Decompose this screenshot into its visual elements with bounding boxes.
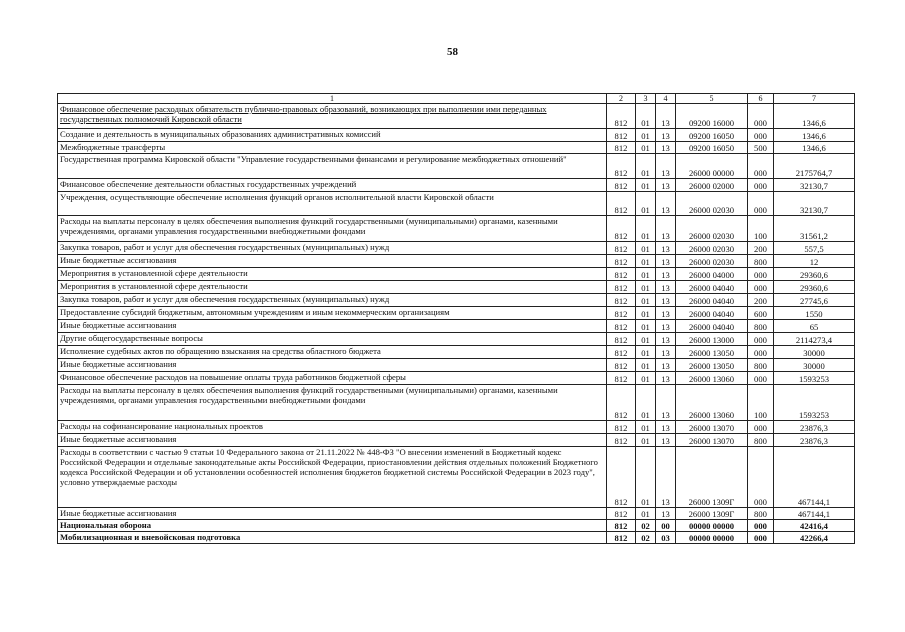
row-name: Государственная программа Кировской области "Управление государственными финансами и регулирование межбюджетных отношений" [58,154,607,179]
row-section: 01 [636,421,656,434]
header-col-1: 1 [58,94,607,104]
row-subsection: 13 [656,242,676,255]
row-name: Расходы на выплаты персоналу в целях обеспечения выполнения функций государственными (муниципальными) органами, казенными учреждениями, органами управления государственными внебюджетными фондами [58,385,607,421]
row-admin-code: 812 [607,216,636,242]
row-admin-code: 812 [607,359,636,372]
row-subsection: 13 [656,216,676,242]
row-target-article: 00000 00000 [676,532,748,544]
table-row [58,520,855,532]
row-admin-code: 812 [607,320,636,333]
row-section: 02 [636,520,656,532]
row-name: Иные бюджетные ассигнования [58,255,607,268]
row-expense-type: 000 [748,281,774,294]
row-admin-code: 812 [607,179,636,192]
table-row [58,294,855,307]
row-target-article: 26000 04040 [676,307,748,320]
row-amount: 1593253 [774,385,855,421]
row-subsection: 00 [656,520,676,532]
row-expense-type: 000 [748,192,774,216]
row-section: 01 [636,333,656,346]
row-name: Финансовое обеспечение расходов на повышение оплаты труда работников бюджетной сферы [58,372,607,385]
row-target-article: 09200 16050 [676,142,748,154]
table-row [58,129,855,142]
row-expense-type: 200 [748,242,774,255]
row-name: Мероприятия в установленной сфере деятельности [58,281,607,294]
row-subsection: 13 [656,142,676,154]
row-subsection: 13 [656,320,676,333]
row-section: 01 [636,179,656,192]
row-section: 01 [636,142,656,154]
row-admin-code: 812 [607,447,636,508]
row-expense-type: 000 [748,372,774,385]
row-subsection: 13 [656,372,676,385]
row-target-article: 26000 04000 [676,268,748,281]
row-subsection: 13 [656,129,676,142]
header-col-5: 5 [676,94,748,104]
row-name: Иные бюджетные ассигнования [58,508,607,520]
row-subsection: 13 [656,104,676,129]
row-admin-code: 812 [607,346,636,359]
row-subsection: 13 [656,359,676,372]
row-name: Расходы в соответствии с частью 9 статьи 10 Федерального закона от 21.11.2022 № 448-ФЗ "О внесении изменений в Бюджетный кодекс Российской Федерации и отдельные законодательные акты Российской Федерации, приостановлении действия отдельных положений Бюджетного кодекса Российской Федерации и об установлении особенностей исполнения бюджетов бюджетной системы Российской Федерации в 2023 году", условно утверждаемые расходы [58,447,607,508]
row-amount: 31561,2 [774,216,855,242]
row-name: Другие общегосударственные вопросы [58,333,607,346]
row-target-article: 26000 1309Г [676,508,748,520]
row-admin-code: 812 [607,255,636,268]
row-section: 01 [636,242,656,255]
table-row [58,307,855,320]
row-admin-code: 812 [607,372,636,385]
table-row [58,346,855,359]
row-subsection: 13 [656,385,676,421]
row-expense-type: 800 [748,359,774,372]
row-section: 01 [636,192,656,216]
table-body [58,104,855,544]
header-col-3: 3 [636,94,656,104]
row-target-article: 26000 13050 [676,359,748,372]
row-section: 01 [636,154,656,179]
row-target-article: 26000 13070 [676,434,748,447]
row-subsection: 03 [656,532,676,544]
row-amount: 27745,6 [774,294,855,307]
row-amount: 467144,1 [774,447,855,508]
row-target-article: 26000 04040 [676,320,748,333]
row-name: Финансовое обеспечение деятельности областных государственных учреждений [58,179,607,192]
row-section: 01 [636,434,656,447]
row-amount: 1346,6 [774,142,855,154]
table-row [58,242,855,255]
row-amount: 1346,6 [774,129,855,142]
row-admin-code: 812 [607,508,636,520]
row-subsection: 13 [656,346,676,359]
row-subsection: 13 [656,508,676,520]
row-amount: 1550 [774,307,855,320]
row-section: 01 [636,268,656,281]
table-row [58,385,855,421]
row-amount: 2175764,7 [774,154,855,179]
table-header-row [58,94,855,104]
row-section: 01 [636,281,656,294]
row-expense-type: 800 [748,434,774,447]
row-target-article: 00000 00000 [676,520,748,532]
row-subsection: 13 [656,447,676,508]
row-name: Создание и деятельность в муниципальных образованиях административных комиссий [58,129,607,142]
row-target-article: 26000 1309Г [676,447,748,508]
table-row [58,255,855,268]
row-expense-type: 000 [748,333,774,346]
table-row [58,320,855,333]
row-subsection: 13 [656,333,676,346]
table-row [58,447,855,508]
row-expense-type: 000 [748,179,774,192]
row-amount: 65 [774,320,855,333]
row-amount: 467144,1 [774,508,855,520]
row-section: 02 [636,532,656,544]
row-target-article: 26000 02030 [676,242,748,255]
row-admin-code: 812 [607,242,636,255]
row-amount: 42416,4 [774,520,855,532]
row-expense-type: 000 [748,520,774,532]
table-row [58,333,855,346]
row-expense-type: 600 [748,307,774,320]
row-amount: 23876,3 [774,434,855,447]
row-expense-type: 000 [748,346,774,359]
table-row [58,281,855,294]
row-subsection: 13 [656,294,676,307]
row-subsection: 13 [656,307,676,320]
table-row [58,192,855,216]
row-subsection: 13 [656,421,676,434]
row-admin-code: 812 [607,281,636,294]
table-row [58,154,855,179]
row-section: 01 [636,255,656,268]
table-row [58,359,855,372]
row-target-article: 09200 16000 [676,104,748,129]
row-section: 01 [636,447,656,508]
table-row [58,142,855,154]
row-subsection: 13 [656,192,676,216]
row-amount: 1346,6 [774,104,855,129]
row-amount: 32130,7 [774,192,855,216]
row-expense-type: 000 [748,129,774,142]
row-amount: 29360,6 [774,281,855,294]
table-row [58,216,855,242]
row-admin-code: 812 [607,294,636,307]
row-name: Мобилизационная и вневойсковая подготовка [58,532,607,544]
row-expense-type: 800 [748,255,774,268]
row-target-article: 26000 13060 [676,372,748,385]
row-name: Национальная оборона [58,520,607,532]
table-row [58,268,855,281]
row-expense-type: 200 [748,294,774,307]
table-row [58,372,855,385]
row-name: Закупка товаров, работ и услуг для обеспечения государственных (муниципальных) нужд [58,294,607,307]
row-amount: 2114273,4 [774,333,855,346]
row-admin-code: 812 [607,385,636,421]
row-admin-code: 812 [607,129,636,142]
row-section: 01 [636,359,656,372]
row-amount: 42266,4 [774,532,855,544]
row-name: Финансовое обеспечение расходных обязательств публично-правовых образований, возникающих при выполнении ими переданных государственных полномочий Кировской области [58,104,607,129]
row-name: Иные бюджетные ассигнования [58,434,607,447]
row-section: 01 [636,294,656,307]
row-expense-type: 000 [748,421,774,434]
page-number: 58 [447,46,458,58]
row-section: 01 [636,385,656,421]
row-admin-code: 812 [607,520,636,532]
row-section: 01 [636,104,656,129]
row-target-article: 26000 02030 [676,192,748,216]
row-amount: 29360,6 [774,268,855,281]
row-target-article: 26000 02030 [676,255,748,268]
row-subsection: 13 [656,255,676,268]
row-section: 01 [636,508,656,520]
row-admin-code: 812 [607,307,636,320]
row-section: 01 [636,129,656,142]
row-target-article: 26000 13070 [676,421,748,434]
row-subsection: 13 [656,268,676,281]
row-section: 01 [636,346,656,359]
row-amount: 32130,7 [774,179,855,192]
row-subsection: 13 [656,154,676,179]
row-expense-type: 000 [748,104,774,129]
header-col-4: 4 [656,94,676,104]
header-col-2: 2 [607,94,636,104]
row-target-article: 26000 13060 [676,385,748,421]
row-name: Иные бюджетные ассигнования [58,320,607,333]
row-target-article: 26000 13050 [676,346,748,359]
table-row [58,508,855,520]
row-name: Исполнение судебных актов по обращению взыскания на средства областного бюджета [58,346,607,359]
budget-table [57,93,855,544]
table-row [58,532,855,544]
header-col-7: 7 [774,94,855,104]
row-name: Предоставление субсидий бюджетным, автономным учреждениям и иным некоммерческим организациям [58,307,607,320]
table-row [58,104,855,129]
row-target-article: 26000 13000 [676,333,748,346]
header-col-6: 6 [748,94,774,104]
row-admin-code: 812 [607,421,636,434]
row-name: Учреждения, осуществляющие обеспечение исполнения функций органов исполнительной власти Кировской области [58,192,607,216]
row-subsection: 13 [656,281,676,294]
row-amount: 23876,3 [774,421,855,434]
row-target-article: 26000 04040 [676,294,748,307]
row-subsection: 13 [656,179,676,192]
table-row [58,179,855,192]
row-expense-type: 000 [748,154,774,179]
row-expense-type: 000 [748,447,774,508]
row-expense-type: 800 [748,320,774,333]
row-expense-type: 000 [748,532,774,544]
row-target-article: 26000 02000 [676,179,748,192]
row-admin-code: 812 [607,192,636,216]
row-expense-type: 100 [748,216,774,242]
row-amount: 1593253 [774,372,855,385]
row-target-article: 26000 04040 [676,281,748,294]
row-admin-code: 812 [607,268,636,281]
row-expense-type: 000 [748,268,774,281]
row-section: 01 [636,320,656,333]
row-admin-code: 812 [607,532,636,544]
row-admin-code: 812 [607,154,636,179]
row-name: Расходы на софинансирование национальных проектов [58,421,607,434]
row-amount: 557,5 [774,242,855,255]
row-name: Закупка товаров, работ и услуг для обеспечения государственных (муниципальных) нужд [58,242,607,255]
row-name: Мероприятия в установленной сфере деятельности [58,268,607,281]
row-target-article: 26000 00000 [676,154,748,179]
row-admin-code: 812 [607,434,636,447]
row-subsection: 13 [656,434,676,447]
row-name: Иные бюджетные ассигнования [58,359,607,372]
row-admin-code: 812 [607,333,636,346]
row-amount: 30000 [774,346,855,359]
row-name: Расходы на выплаты персоналу в целях обеспечения выполнения функций государственными (муниципальными) органами, казенными учреждениями, органами управления государственными внебюджетными фондами [58,216,607,242]
table-row [58,421,855,434]
row-expense-type: 500 [748,142,774,154]
row-section: 01 [636,216,656,242]
row-amount: 30000 [774,359,855,372]
row-target-article: 09200 16050 [676,129,748,142]
table-row [58,434,855,447]
row-amount: 12 [774,255,855,268]
row-target-article: 26000 02030 [676,216,748,242]
row-section: 01 [636,307,656,320]
row-section: 01 [636,372,656,385]
row-expense-type: 800 [748,508,774,520]
row-expense-type: 100 [748,385,774,421]
row-admin-code: 812 [607,104,636,129]
row-name: Межбюджетные трансферты [58,142,607,154]
row-admin-code: 812 [607,142,636,154]
